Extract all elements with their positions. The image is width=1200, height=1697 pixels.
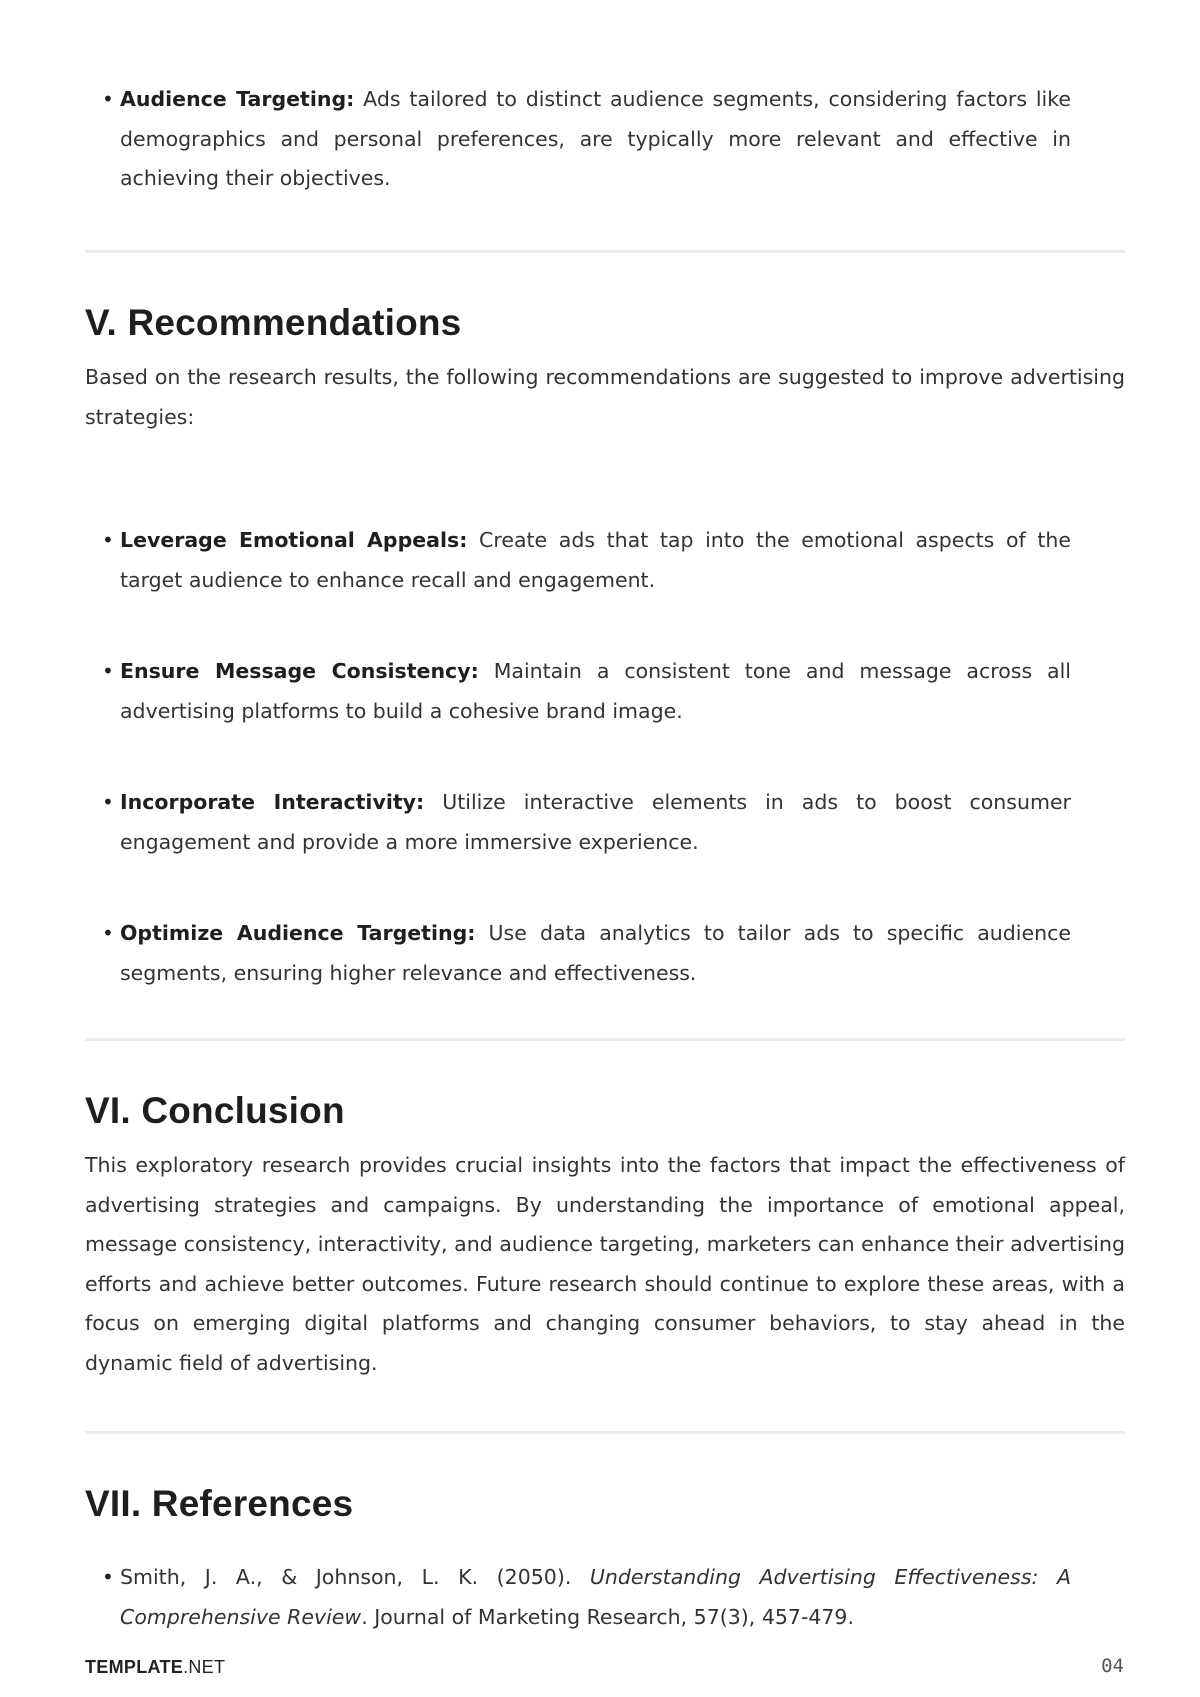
- bullet-icon: •: [102, 790, 114, 814]
- reference-authors: Smith, J. A., & Johnson, L. K. (2050).: [120, 1565, 590, 1589]
- bullet-term: Ensure Message Consistency:: [120, 659, 479, 683]
- brand-name: TEMPLATE: [85, 1657, 184, 1677]
- bullet-text: Maintain a consistent tone and message across all advertising platforms to build a cohesive brand image.: [120, 659, 1072, 723]
- brand-suffix: .NET: [183, 1657, 226, 1677]
- section-divider: [85, 250, 1125, 253]
- section-divider: [85, 1431, 1125, 1434]
- conclusion-text: This exploratory research provides crucial insights into the factors that impact the effectiveness of advertising strategies and campaigns. By understanding the importance of emotional appeal, message consistency, interactivity, and audience targeting, marketers can enhance their advertising efforts and achieve better outcomes. Future research should continue to explore these areas, with a focus on emerging digital platforms and changing consumer behaviors, to stay ahead in the dynamic field of advertising.: [85, 1153, 1125, 1375]
- bullet-text: Utilize interactive elements in ads to boost consumer engagement and provide a more immersive experience.: [120, 790, 1071, 854]
- section-title-conclusion: VI. Conclusion: [85, 1090, 345, 1131]
- section-divider: [85, 1038, 1125, 1041]
- bullet-icon: •: [102, 528, 114, 552]
- list-item: [85, 652, 1125, 731]
- bullet-term: Audience Targeting:: [120, 87, 355, 111]
- bullet-icon: •: [102, 87, 114, 111]
- bullet-text: Ads tailored to distinct audience segments, considering factors like demographics and personal preferences, are typically more relevant and effective in achieving their objectives.: [120, 87, 1071, 190]
- bullet-text: Create ads that tap into the emotional aspects of the target audience to enhance recall and engagement.: [120, 528, 1071, 592]
- bullet-icon: •: [102, 1565, 114, 1589]
- bullet-term: Incorporate Interactivity:: [120, 790, 425, 814]
- reference-source: . Journal of Marketing Research, 57(3), 457-479.: [361, 1604, 854, 1629]
- section-title-recommendations: V. Recommendations: [85, 302, 462, 343]
- footer-brand-logo: [85, 1657, 225, 1678]
- bullet-icon: •: [102, 921, 114, 945]
- list-item: [85, 80, 1125, 199]
- bullet-icon: •: [102, 659, 114, 683]
- section-title-references: VII. References: [85, 1483, 354, 1524]
- page-number: 04: [1101, 1655, 1124, 1677]
- audience-targeting-list: [85, 80, 1125, 199]
- bullet-term: Leverage Emotional Appeals:: [120, 528, 468, 552]
- list-item: [85, 914, 1125, 993]
- bullet-text: Use data analytics to tailor ads to specific audience segments, ensuring higher relevance and effectiveness.: [120, 921, 1071, 985]
- bullet-term: Optimize Audience Targeting:: [120, 921, 476, 945]
- reference-title: Understanding Advertising Effectiveness: A Comprehensive Review: [120, 1565, 1071, 1629]
- references-list: [85, 1558, 1125, 1637]
- recommendations-intro: Based on the research results, the following recommendations are suggested to improve advertising strategies:: [85, 365, 1125, 429]
- list-item: [85, 783, 1125, 862]
- reference-item: [85, 1558, 1125, 1637]
- list-item: [85, 521, 1125, 600]
